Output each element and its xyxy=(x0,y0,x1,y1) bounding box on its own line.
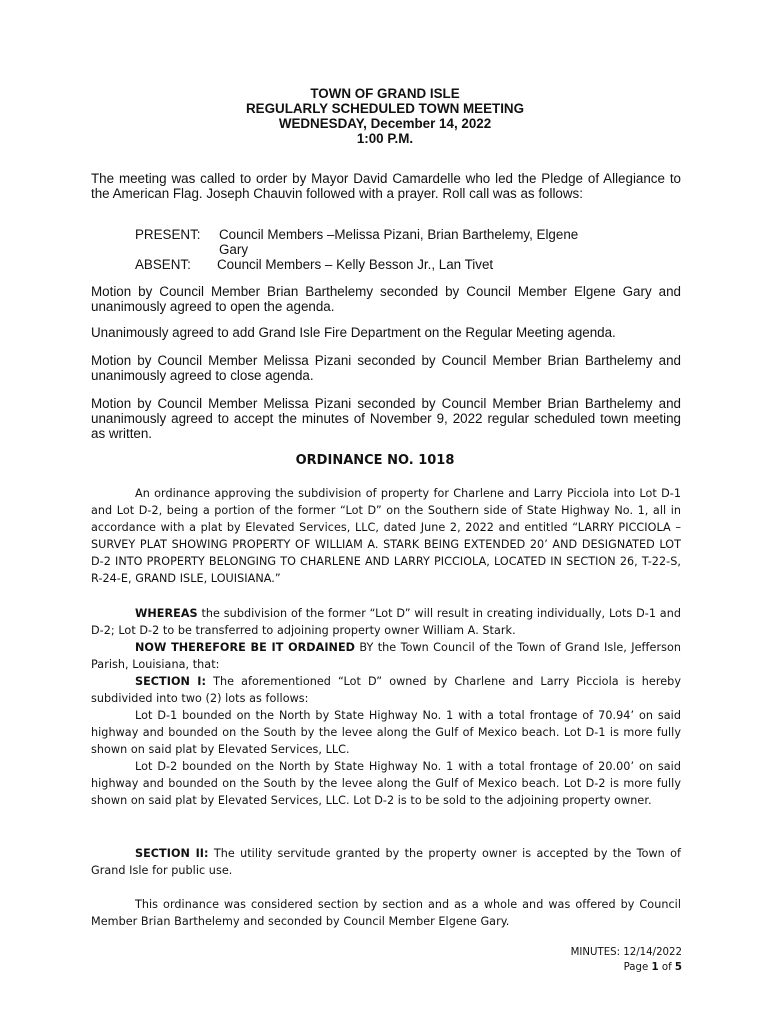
closing-paragraph: This ordinance was considered section by section and as a whole and was offered by Council Member Brian Barthelemy and seconded by Council Member Elgene Gary. xyxy=(91,898,681,928)
page-of: of xyxy=(658,962,675,973)
opening-paragraph: The meeting was called to order by Mayor David Camardelle who led the Pledge of Allegiance to the American Flag. Joseph Chauvin followed with a prayer. Roll call was as follows: xyxy=(91,171,681,201)
attendance-block xyxy=(135,227,655,272)
ordinance-intro: An ordinance approving the subdivision of property for Charlene and Larry Picciola into Lot D-1 and Lot D-2, being a portion of the former “Lot D” on the Southern side of State Highway No. 1, all in accordance with a plat by Elevated Services, LLC, dated June 2, 2022 and entitled “LARRY PICCIOLA – SURVEY PLAT SHOWING PROPERTY OF WILLIAM A. STARK BEING EXTENDED 20’ AND DESIGNATED LOT D-2 INTO PROPERTY BELONGING TO CHARLENE AND LARRY PICCIOLA, LOCATED IN SECTION 26, T-22-S, R-24-E, GRAND ISLE, LOUISIANA.” xyxy=(91,487,681,585)
section-2-text: The utility servitude granted by the property owner is accepted by the Town of Grand Isle for public use. xyxy=(91,847,682,877)
section-1-label: SECTION I: xyxy=(135,675,207,688)
page-total: 5 xyxy=(674,962,682,973)
ordinance-title: ORDINANCE NO. 1018 xyxy=(295,453,455,468)
lot-d2-paragraph: Lot D-2 bounded on the North by State Highway No. 1 with a total frontage of 20.00’ on said highway and bounded on the South by the levee along the Gulf of Mexico beach. Lot D-2 is more fully shown on said plat by Elevated Services, LLC. Lot D-2 is to be sold to the adjoining property owner. xyxy=(91,760,681,807)
motion-open-agenda: Motion by Council Member Brian Barthelemy seconded by Council Member Elgene Gary and unanimously agreed to open the agenda. xyxy=(91,284,681,314)
present-members-continued: Gary xyxy=(219,242,249,257)
ordained-text: BY the Town Council of the Town of Grand Isle, Jefferson Parish, Louisiana, that: xyxy=(91,641,682,671)
present-members: Council Members –Melissa Pizani, Brian Barthelemy, Elgene xyxy=(219,227,579,242)
header-time: 1:00 P.M. xyxy=(356,131,414,146)
section-1-paragraph xyxy=(91,673,681,707)
motion-add-fire-department: Unanimously agreed to add Grand Isle Fire Department on the Regular Meeting agenda. xyxy=(91,325,616,340)
absent-members: Council Members – Kelly Besson Jr., Lan Tivet xyxy=(217,257,494,272)
present-label: PRESENT: xyxy=(135,227,201,242)
motion-close-agenda: Motion by Council Member Melissa Pizani seconded by Council Member Brian Barthelemy and unanimously agreed to close agenda. xyxy=(91,353,681,383)
minutes-date: MINUTES: 12/14/2022 xyxy=(570,947,682,958)
page-prefix: Page xyxy=(623,962,652,973)
ordained-label: NOW THEREFORE BE IT ORDAINED xyxy=(135,641,356,654)
section-2-label: SECTION II: xyxy=(135,847,209,860)
page-number: 1 xyxy=(651,962,659,973)
lot-d1-paragraph: Lot D-1 bounded on the North by State Highway No. 1 with a total frontage of 70.94’ on said highway and bounded on the South by the levee along the Gulf of Mexico beach. Lot D-1 is more fully shown on said plat by Elevated Services, LLC. xyxy=(91,709,681,756)
motion-accept-minutes: Motion by Council Member Melissa Pizani seconded by Council Member Brian Barthelemy and unanimously agreed to accept the minutes of November 9, 2022 regular scheduled town meeting as written. xyxy=(91,396,681,441)
meeting-header xyxy=(0,86,770,146)
header-meeting-type: REGULARLY SCHEDULED TOWN MEETING xyxy=(246,101,524,116)
absent-label: ABSENT: xyxy=(135,257,191,272)
section-2-paragraph xyxy=(91,845,681,879)
ordained-paragraph xyxy=(91,639,681,673)
whereas-label: WHEREAS xyxy=(135,607,198,620)
header-date: WEDNESDAY, December 14, 2022 xyxy=(278,116,492,131)
page-footer xyxy=(571,945,682,975)
section-1-text: The aforementioned “Lot D” owned by Charlene and Larry Picciola is hereby subdivided into two (2) lots as follows: xyxy=(91,675,681,705)
whereas-text: the subdivision of the former “Lot D” will result in creating individually, Lots D-1 and D-2; Lot D-2 to be transferred to adjoining property owner William A. Stark. xyxy=(91,607,681,637)
page-indicator xyxy=(571,960,682,975)
whereas-paragraph xyxy=(91,605,681,639)
header-town: TOWN OF GRAND ISLE xyxy=(310,86,460,101)
